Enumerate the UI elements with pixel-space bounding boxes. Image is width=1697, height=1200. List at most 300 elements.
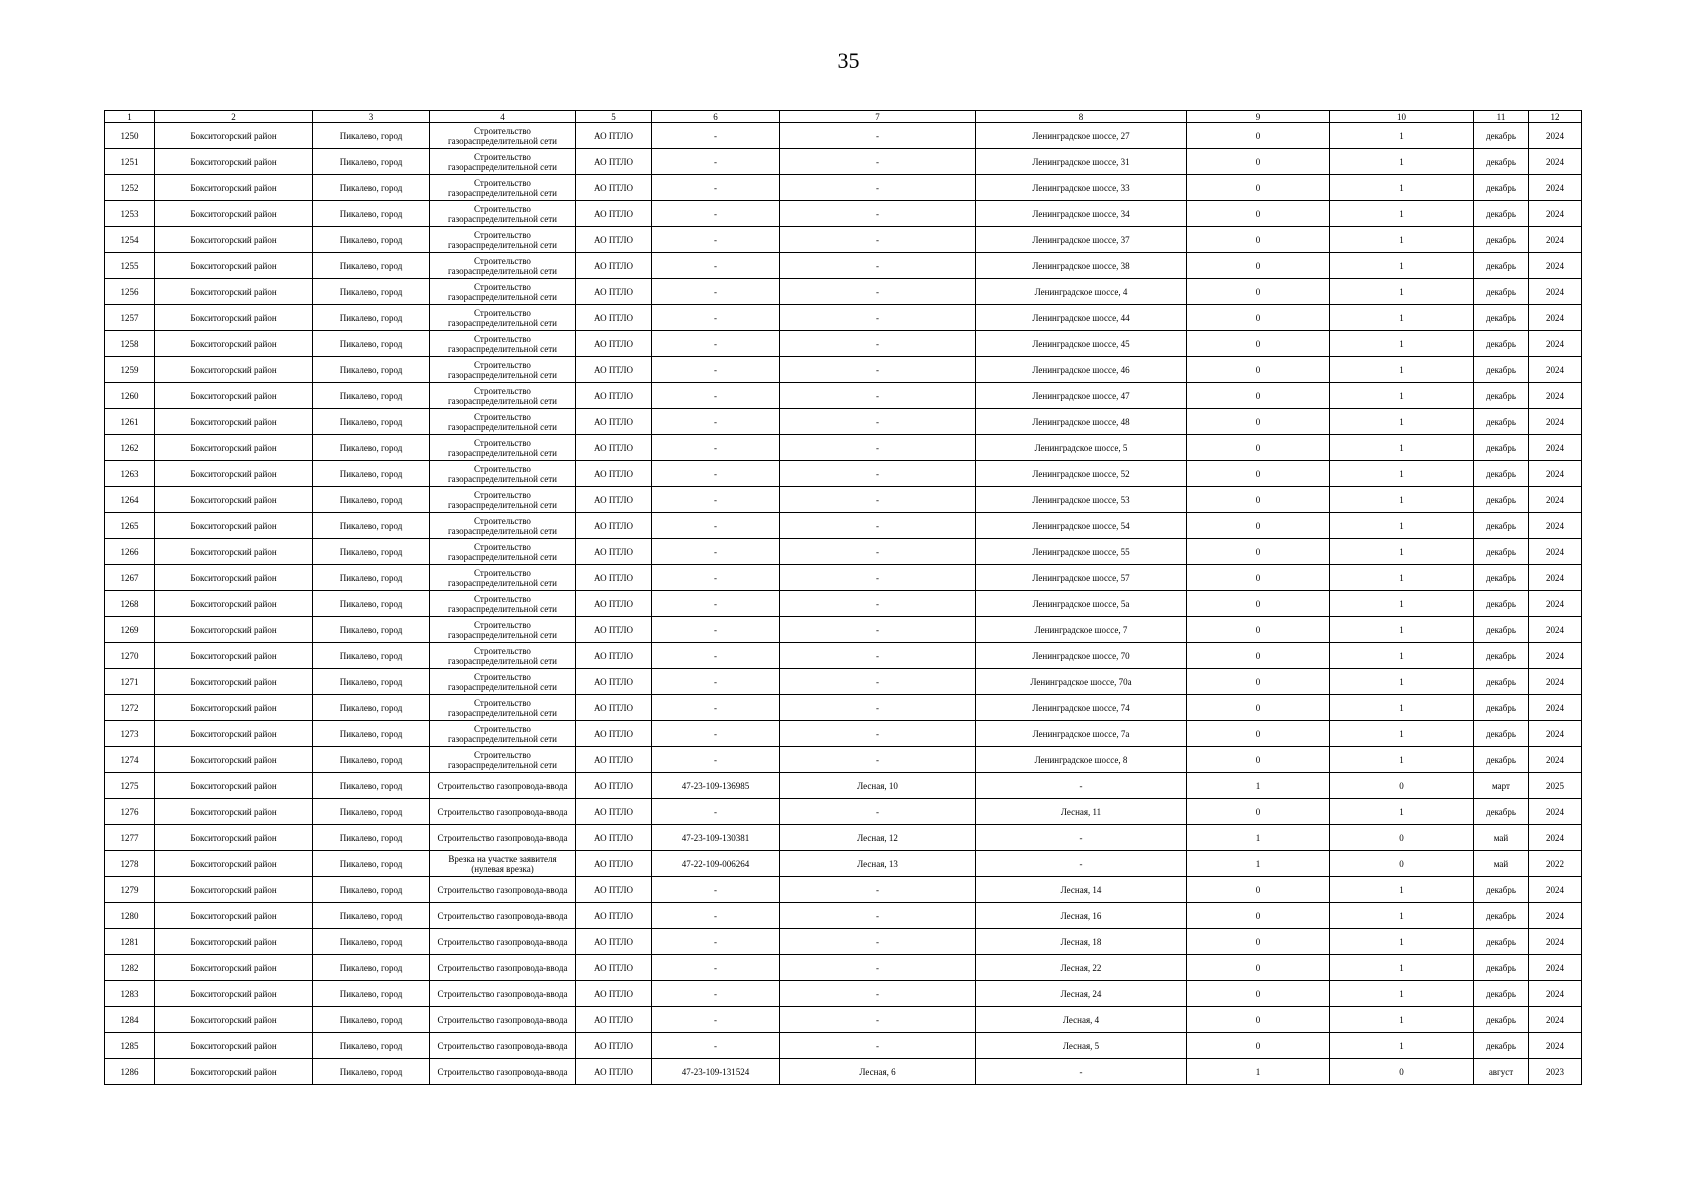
col9-value-cell: 0 xyxy=(1187,227,1330,253)
work-type-cell: Строительство газопровода-ввода xyxy=(430,877,576,903)
object-address-cell: Ленинградское шоссе, 7а xyxy=(976,721,1187,747)
application-number-cell: - xyxy=(652,383,780,409)
district-cell: Бокситогорский район xyxy=(155,461,313,487)
district-cell: Бокситогорский район xyxy=(155,1059,313,1085)
row-number-cell: 1252 xyxy=(105,175,155,201)
organization-cell: АО ПТЛО xyxy=(576,227,652,253)
month-cell: декабрь xyxy=(1474,123,1529,149)
object-address-cell: Ленинградское шоссе, 46 xyxy=(976,357,1187,383)
applicant-address-cell: - xyxy=(780,695,976,721)
year-cell: 2024 xyxy=(1529,409,1582,435)
row-number-cell: 1281 xyxy=(105,929,155,955)
work-type-cell: Строительство газораспределительной сети xyxy=(430,331,576,357)
col10-value-cell: 1 xyxy=(1330,591,1474,617)
application-number-cell: - xyxy=(652,227,780,253)
organization-cell: АО ПТЛО xyxy=(576,383,652,409)
column-number: 2 xyxy=(155,111,313,123)
row-number-cell: 1280 xyxy=(105,903,155,929)
district-cell: Бокситогорский район xyxy=(155,435,313,461)
col10-value-cell: 1 xyxy=(1330,227,1474,253)
applicant-address-cell: - xyxy=(780,201,976,227)
work-type-cell: Строительство газопровода-ввода xyxy=(430,955,576,981)
settlement-cell: Пикалево, город xyxy=(313,929,430,955)
work-type-cell: Строительство газораспределительной сети xyxy=(430,357,576,383)
applicant-address-cell: - xyxy=(780,591,976,617)
col9-value-cell: 0 xyxy=(1187,279,1330,305)
year-cell: 2024 xyxy=(1529,747,1582,773)
district-cell: Бокситогорский район xyxy=(155,409,313,435)
district-cell: Бокситогорский район xyxy=(155,149,313,175)
col9-value-cell: 1 xyxy=(1187,851,1330,877)
row-number-cell: 1250 xyxy=(105,123,155,149)
year-cell: 2024 xyxy=(1529,227,1582,253)
settlement-cell: Пикалево, город xyxy=(313,747,430,773)
applicant-address-cell: - xyxy=(780,461,976,487)
col9-value-cell: 0 xyxy=(1187,643,1330,669)
month-cell: декабрь xyxy=(1474,435,1529,461)
col9-value-cell: 0 xyxy=(1187,487,1330,513)
district-cell: Бокситогорский район xyxy=(155,305,313,331)
column-number: 4 xyxy=(430,111,576,123)
object-address-cell: Ленинградское шоссе, 5а xyxy=(976,591,1187,617)
year-cell: 2024 xyxy=(1529,591,1582,617)
application-number-cell: - xyxy=(652,201,780,227)
col10-value-cell: 1 xyxy=(1330,149,1474,175)
month-cell: декабрь xyxy=(1474,383,1529,409)
organization-cell: АО ПТЛО xyxy=(576,981,652,1007)
month-cell: декабрь xyxy=(1474,721,1529,747)
object-address-cell: Лесная, 14 xyxy=(976,877,1187,903)
gasification-schedule-table xyxy=(104,110,1582,1085)
organization-cell: АО ПТЛО xyxy=(576,487,652,513)
district-cell: Бокситогорский район xyxy=(155,123,313,149)
column-number: 5 xyxy=(576,111,652,123)
row-number-cell: 1271 xyxy=(105,669,155,695)
month-cell: декабрь xyxy=(1474,253,1529,279)
work-type-cell: Строительство газораспределительной сети xyxy=(430,227,576,253)
district-cell: Бокситогорский район xyxy=(155,851,313,877)
settlement-cell: Пикалево, город xyxy=(313,903,430,929)
applicant-address-cell: - xyxy=(780,149,976,175)
settlement-cell: Пикалево, город xyxy=(313,643,430,669)
work-type-cell: Строительство газораспределительной сети xyxy=(430,591,576,617)
work-type-cell: Строительство газопровода-ввода xyxy=(430,981,576,1007)
col10-value-cell: 1 xyxy=(1330,1033,1474,1059)
year-cell: 2024 xyxy=(1529,929,1582,955)
col9-value-cell: 0 xyxy=(1187,539,1330,565)
district-cell: Бокситогорский район xyxy=(155,929,313,955)
application-number-cell: - xyxy=(652,721,780,747)
col10-value-cell: 1 xyxy=(1330,357,1474,383)
year-cell: 2024 xyxy=(1529,149,1582,175)
month-cell: декабрь xyxy=(1474,357,1529,383)
work-type-cell: Строительство газораспределительной сети xyxy=(430,279,576,305)
work-type-cell: Строительство газораспределительной сети xyxy=(430,565,576,591)
year-cell: 2024 xyxy=(1529,383,1582,409)
year-cell: 2025 xyxy=(1529,773,1582,799)
month-cell: декабрь xyxy=(1474,175,1529,201)
col10-value-cell: 1 xyxy=(1330,747,1474,773)
work-type-cell: Строительство газораспределительной сети xyxy=(430,253,576,279)
organization-cell: АО ПТЛО xyxy=(576,201,652,227)
applicant-address-cell: - xyxy=(780,331,976,357)
object-address-cell: Ленинградское шоссе, 8 xyxy=(976,747,1187,773)
organization-cell: АО ПТЛО xyxy=(576,955,652,981)
object-address-cell: Ленинградское шоссе, 55 xyxy=(976,539,1187,565)
row-number-cell: 1251 xyxy=(105,149,155,175)
organization-cell: АО ПТЛО xyxy=(576,409,652,435)
table-row xyxy=(105,487,1582,513)
year-cell: 2024 xyxy=(1529,617,1582,643)
row-number-cell: 1283 xyxy=(105,981,155,1007)
settlement-cell: Пикалево, город xyxy=(313,1059,430,1085)
organization-cell: АО ПТЛО xyxy=(576,565,652,591)
column-number: 10 xyxy=(1330,111,1474,123)
col10-value-cell: 1 xyxy=(1330,279,1474,305)
application-number-cell: - xyxy=(652,695,780,721)
work-type-cell: Строительство газораспределительной сети xyxy=(430,383,576,409)
district-cell: Бокситогорский район xyxy=(155,227,313,253)
col10-value-cell: 1 xyxy=(1330,487,1474,513)
year-cell: 2024 xyxy=(1529,357,1582,383)
row-number-cell: 1285 xyxy=(105,1033,155,1059)
table-row xyxy=(105,305,1582,331)
row-number-cell: 1273 xyxy=(105,721,155,747)
col9-value-cell: 0 xyxy=(1187,669,1330,695)
settlement-cell: Пикалево, город xyxy=(313,877,430,903)
month-cell: декабрь xyxy=(1474,643,1529,669)
row-number-cell: 1276 xyxy=(105,799,155,825)
settlement-cell: Пикалево, город xyxy=(313,669,430,695)
work-type-cell: Строительство газораспределительной сети xyxy=(430,747,576,773)
col9-value-cell: 0 xyxy=(1187,799,1330,825)
work-type-cell: Строительство газораспределительной сети xyxy=(430,305,576,331)
month-cell: декабрь xyxy=(1474,877,1529,903)
month-cell: декабрь xyxy=(1474,565,1529,591)
month-cell: декабрь xyxy=(1474,1007,1529,1033)
district-cell: Бокситогорский район xyxy=(155,201,313,227)
organization-cell: АО ПТЛО xyxy=(576,435,652,461)
district-cell: Бокситогорский район xyxy=(155,383,313,409)
year-cell: 2024 xyxy=(1529,721,1582,747)
object-address-cell: Ленинградское шоссе, 31 xyxy=(976,149,1187,175)
page-number: 35 xyxy=(837,48,860,73)
table-row xyxy=(105,1059,1582,1085)
district-cell: Бокситогорский район xyxy=(155,253,313,279)
month-cell: декабрь xyxy=(1474,981,1529,1007)
row-number-cell: 1286 xyxy=(105,1059,155,1085)
col9-value-cell: 0 xyxy=(1187,747,1330,773)
settlement-cell: Пикалево, город xyxy=(313,513,430,539)
month-cell: декабрь xyxy=(1474,1033,1529,1059)
table-row xyxy=(105,279,1582,305)
col10-value-cell: 1 xyxy=(1330,903,1474,929)
month-cell: май xyxy=(1474,851,1529,877)
work-type-cell: Строительство газопровода-ввода xyxy=(430,773,576,799)
col10-value-cell: 1 xyxy=(1330,409,1474,435)
object-address-cell: Лесная, 18 xyxy=(976,929,1187,955)
application-number-cell: - xyxy=(652,1007,780,1033)
col10-value-cell: 1 xyxy=(1330,799,1474,825)
column-number: 7 xyxy=(780,111,976,123)
district-cell: Бокситогорский район xyxy=(155,955,313,981)
district-cell: Бокситогорский район xyxy=(155,747,313,773)
applicant-address-cell: - xyxy=(780,929,976,955)
application-number-cell: - xyxy=(652,617,780,643)
row-number-cell: 1284 xyxy=(105,1007,155,1033)
work-type-cell: Строительство газораспределительной сети xyxy=(430,123,576,149)
table-row xyxy=(105,617,1582,643)
table-row xyxy=(105,695,1582,721)
application-number-cell: - xyxy=(652,149,780,175)
organization-cell: АО ПТЛО xyxy=(576,253,652,279)
application-number-cell: 47-22-109-006264 xyxy=(652,851,780,877)
organization-cell: АО ПТЛО xyxy=(576,617,652,643)
object-address-cell: Лесная, 4 xyxy=(976,1007,1187,1033)
object-address-cell: Ленинградское шоссе, 70а xyxy=(976,669,1187,695)
object-address-cell: Ленинградское шоссе, 27 xyxy=(976,123,1187,149)
year-cell: 2024 xyxy=(1529,435,1582,461)
application-number-cell: - xyxy=(652,461,780,487)
application-number-cell: - xyxy=(652,591,780,617)
column-number: 3 xyxy=(313,111,430,123)
settlement-cell: Пикалево, город xyxy=(313,331,430,357)
application-number-cell: - xyxy=(652,487,780,513)
col10-value-cell: 1 xyxy=(1330,175,1474,201)
work-type-cell: Строительство газораспределительной сети xyxy=(430,175,576,201)
month-cell: март xyxy=(1474,773,1529,799)
table-row xyxy=(105,799,1582,825)
year-cell: 2024 xyxy=(1529,695,1582,721)
column-number: 11 xyxy=(1474,111,1529,123)
col10-value-cell: 1 xyxy=(1330,643,1474,669)
application-number-cell: - xyxy=(652,565,780,591)
object-address-cell: Ленинградское шоссе, 37 xyxy=(976,227,1187,253)
settlement-cell: Пикалево, город xyxy=(313,253,430,279)
col9-value-cell: 0 xyxy=(1187,903,1330,929)
col9-value-cell: 0 xyxy=(1187,1033,1330,1059)
applicant-address-cell: - xyxy=(780,617,976,643)
month-cell: декабрь xyxy=(1474,331,1529,357)
row-number-cell: 1262 xyxy=(105,435,155,461)
application-number-cell: - xyxy=(652,877,780,903)
application-number-cell: - xyxy=(652,799,780,825)
col9-value-cell: 0 xyxy=(1187,565,1330,591)
month-cell: декабрь xyxy=(1474,669,1529,695)
col10-value-cell: 1 xyxy=(1330,513,1474,539)
table-row xyxy=(105,227,1582,253)
year-cell: 2022 xyxy=(1529,851,1582,877)
application-number-cell: - xyxy=(652,513,780,539)
table-row xyxy=(105,513,1582,539)
application-number-cell: - xyxy=(652,903,780,929)
month-cell: декабрь xyxy=(1474,591,1529,617)
application-number-cell: - xyxy=(652,1033,780,1059)
district-cell: Бокситогорский район xyxy=(155,279,313,305)
work-type-cell: Строительство газораспределительной сети xyxy=(430,617,576,643)
organization-cell: АО ПТЛО xyxy=(576,799,652,825)
application-number-cell: - xyxy=(652,331,780,357)
object-address-cell: Лесная, 16 xyxy=(976,903,1187,929)
organization-cell: АО ПТЛО xyxy=(576,149,652,175)
application-number-cell: 47-23-109-131524 xyxy=(652,1059,780,1085)
row-number-cell: 1258 xyxy=(105,331,155,357)
applicant-address-cell: Лесная, 10 xyxy=(780,773,976,799)
col9-value-cell: 0 xyxy=(1187,331,1330,357)
work-type-cell: Строительство газораспределительной сети xyxy=(430,201,576,227)
month-cell: декабрь xyxy=(1474,279,1529,305)
work-type-cell: Строительство газораспределительной сети xyxy=(430,721,576,747)
year-cell: 2024 xyxy=(1529,331,1582,357)
organization-cell: АО ПТЛО xyxy=(576,929,652,955)
year-cell: 2024 xyxy=(1529,825,1582,851)
table-row xyxy=(105,877,1582,903)
organization-cell: АО ПТЛО xyxy=(576,461,652,487)
settlement-cell: Пикалево, город xyxy=(313,305,430,331)
month-cell: декабрь xyxy=(1474,149,1529,175)
object-address-cell: Ленинградское шоссе, 7 xyxy=(976,617,1187,643)
settlement-cell: Пикалево, город xyxy=(313,227,430,253)
col9-value-cell: 0 xyxy=(1187,955,1330,981)
district-cell: Бокситогорский район xyxy=(155,357,313,383)
table-row xyxy=(105,383,1582,409)
month-cell: декабрь xyxy=(1474,955,1529,981)
applicant-address-cell: - xyxy=(780,227,976,253)
settlement-cell: Пикалево, город xyxy=(313,773,430,799)
year-cell: 2024 xyxy=(1529,981,1582,1007)
col9-value-cell: 0 xyxy=(1187,461,1330,487)
month-cell: декабрь xyxy=(1474,929,1529,955)
col9-value-cell: 0 xyxy=(1187,617,1330,643)
settlement-cell: Пикалево, город xyxy=(313,851,430,877)
application-number-cell: - xyxy=(652,357,780,383)
applicant-address-cell: - xyxy=(780,357,976,383)
district-cell: Бокситогорский район xyxy=(155,825,313,851)
col9-value-cell: 0 xyxy=(1187,383,1330,409)
applicant-address-cell: - xyxy=(780,175,976,201)
object-address-cell: Ленинградское шоссе, 4 xyxy=(976,279,1187,305)
month-cell: декабрь xyxy=(1474,461,1529,487)
row-number-cell: 1269 xyxy=(105,617,155,643)
table-row xyxy=(105,955,1582,981)
col9-value-cell: 0 xyxy=(1187,409,1330,435)
col10-value-cell: 1 xyxy=(1330,877,1474,903)
district-cell: Бокситогорский район xyxy=(155,175,313,201)
application-number-cell: - xyxy=(652,305,780,331)
application-number-cell: - xyxy=(652,175,780,201)
column-number: 12 xyxy=(1529,111,1582,123)
work-type-cell: Строительство газопровода-ввода xyxy=(430,903,576,929)
object-address-cell: - xyxy=(976,773,1187,799)
organization-cell: АО ПТЛО xyxy=(576,175,652,201)
col9-value-cell: 0 xyxy=(1187,201,1330,227)
object-address-cell: Ленинградское шоссе, 5 xyxy=(976,435,1187,461)
work-type-cell: Строительство газопровода-ввода xyxy=(430,929,576,955)
month-cell: декабрь xyxy=(1474,695,1529,721)
object-address-cell: Ленинградское шоссе, 34 xyxy=(976,201,1187,227)
organization-cell: АО ПТЛО xyxy=(576,669,652,695)
settlement-cell: Пикалево, город xyxy=(313,955,430,981)
organization-cell: АО ПТЛО xyxy=(576,1059,652,1085)
settlement-cell: Пикалево, город xyxy=(313,799,430,825)
work-type-cell: Строительство газораспределительной сети xyxy=(430,695,576,721)
col9-value-cell: 0 xyxy=(1187,981,1330,1007)
year-cell: 2024 xyxy=(1529,175,1582,201)
col10-value-cell: 1 xyxy=(1330,565,1474,591)
row-number-cell: 1268 xyxy=(105,591,155,617)
applicant-address-cell: - xyxy=(780,487,976,513)
row-number-cell: 1260 xyxy=(105,383,155,409)
year-cell: 2024 xyxy=(1529,513,1582,539)
column-number: 6 xyxy=(652,111,780,123)
year-cell: 2024 xyxy=(1529,1007,1582,1033)
col9-value-cell: 0 xyxy=(1187,175,1330,201)
year-cell: 2024 xyxy=(1529,305,1582,331)
col9-value-cell: 0 xyxy=(1187,305,1330,331)
work-type-cell: Строительство газораспределительной сети xyxy=(430,409,576,435)
col9-value-cell: 1 xyxy=(1187,773,1330,799)
application-number-cell: - xyxy=(652,929,780,955)
table-row xyxy=(105,253,1582,279)
district-cell: Бокситогорский район xyxy=(155,539,313,565)
organization-cell: АО ПТЛО xyxy=(576,1007,652,1033)
month-cell: август xyxy=(1474,1059,1529,1085)
applicant-address-cell: - xyxy=(780,305,976,331)
settlement-cell: Пикалево, город xyxy=(313,1007,430,1033)
col9-value-cell: 0 xyxy=(1187,149,1330,175)
row-number-cell: 1256 xyxy=(105,279,155,305)
col10-value-cell: 1 xyxy=(1330,201,1474,227)
col9-value-cell: 0 xyxy=(1187,513,1330,539)
month-cell: декабрь xyxy=(1474,305,1529,331)
object-address-cell: Ленинградское шоссе, 54 xyxy=(976,513,1187,539)
applicant-address-cell: - xyxy=(780,721,976,747)
table-row xyxy=(105,123,1582,149)
settlement-cell: Пикалево, город xyxy=(313,591,430,617)
application-number-cell: - xyxy=(652,643,780,669)
object-address-cell: Лесная, 22 xyxy=(976,955,1187,981)
object-address-cell: Ленинградское шоссе, 48 xyxy=(976,409,1187,435)
settlement-cell: Пикалево, город xyxy=(313,539,430,565)
object-address-cell: Ленинградское шоссе, 44 xyxy=(976,305,1187,331)
district-cell: Бокситогорский район xyxy=(155,903,313,929)
work-type-cell: Строительство газораспределительной сети xyxy=(430,513,576,539)
table-row xyxy=(105,591,1582,617)
application-number-cell: - xyxy=(652,955,780,981)
table-row xyxy=(105,851,1582,877)
year-cell: 2024 xyxy=(1529,643,1582,669)
organization-cell: АО ПТЛО xyxy=(576,123,652,149)
table-row xyxy=(105,1007,1582,1033)
applicant-address-cell: - xyxy=(780,955,976,981)
table-row xyxy=(105,747,1582,773)
table-row xyxy=(105,357,1582,383)
settlement-cell: Пикалево, город xyxy=(313,487,430,513)
table-row xyxy=(105,981,1582,1007)
table-row xyxy=(105,825,1582,851)
col10-value-cell: 1 xyxy=(1330,695,1474,721)
organization-cell: АО ПТЛО xyxy=(576,1033,652,1059)
district-cell: Бокситогорский район xyxy=(155,513,313,539)
year-cell: 2024 xyxy=(1529,539,1582,565)
organization-cell: АО ПТЛО xyxy=(576,357,652,383)
settlement-cell: Пикалево, город xyxy=(313,695,430,721)
applicant-address-cell: - xyxy=(780,513,976,539)
column-number: 1 xyxy=(105,111,155,123)
col9-value-cell: 0 xyxy=(1187,695,1330,721)
application-number-cell: 47-23-109-136985 xyxy=(652,773,780,799)
year-cell: 2024 xyxy=(1529,253,1582,279)
